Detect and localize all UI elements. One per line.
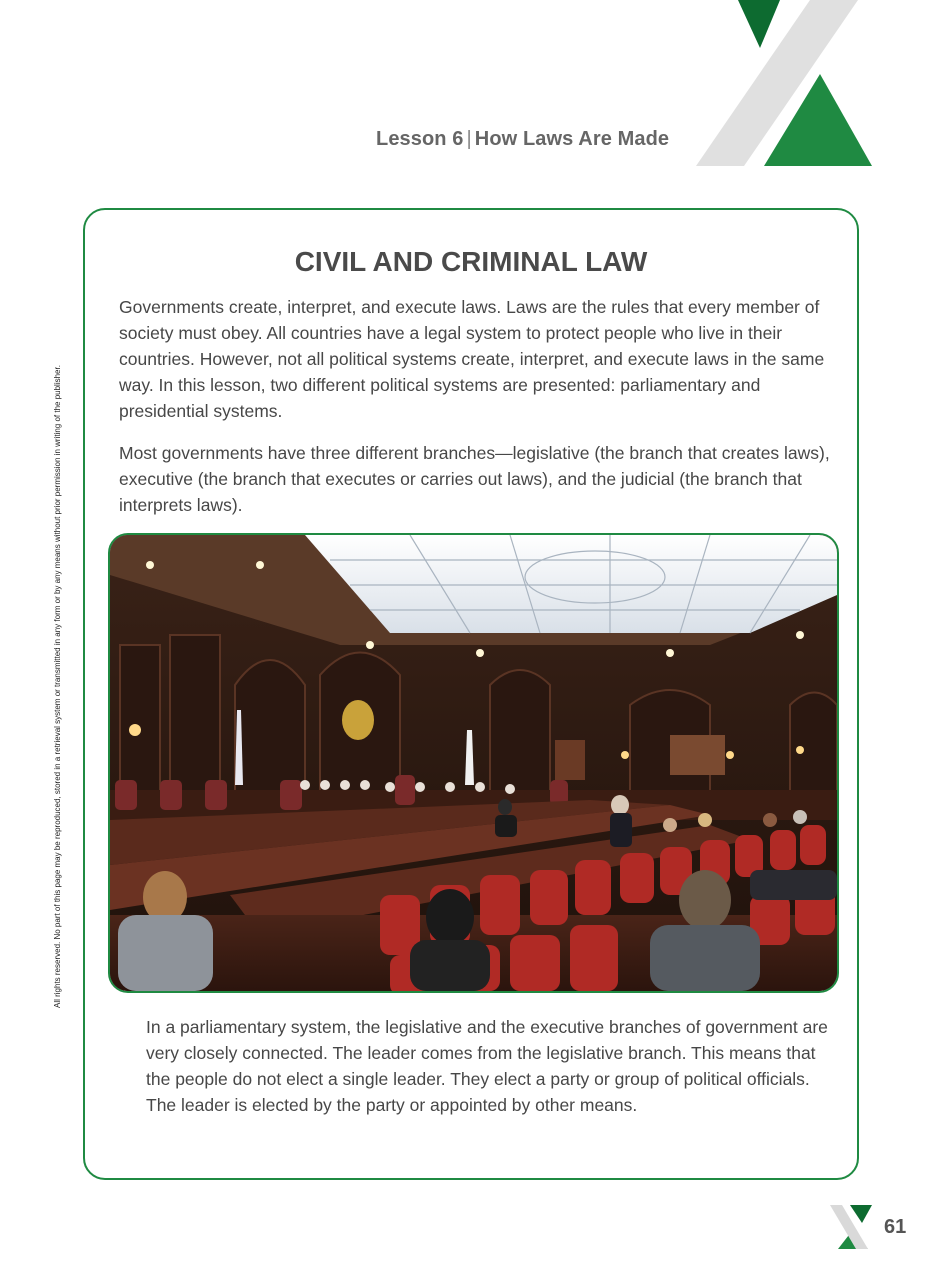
lesson-title: How Laws Are Made	[474, 128, 670, 150]
courtroom-photo	[108, 533, 839, 993]
content-card	[83, 208, 859, 1180]
corner-decoration	[690, 0, 880, 170]
lesson-number: Lesson 6	[376, 128, 464, 150]
parliamentary-paragraph: In a parliamentary system, the legislative and the executive branches of government are very closely connected. The leader comes from the legislative branch. This means that the people do not elect a single leader. They elect a party or group of political officials. The leader is elected by the party or appointed by other means.	[146, 1017, 828, 1115]
lesson-header	[376, 128, 669, 151]
header-separator: |	[466, 128, 472, 150]
copyright-notice: All rights reserved. No part of this page may be reproduced, stored in a retrieval system or transmitted in any form or by any means without prior permission in writing of the publisher.	[53, 365, 62, 1008]
page-number: 61	[884, 1216, 907, 1238]
page-mark-icon	[828, 1205, 874, 1251]
section-title: CIVIL AND CRIMINAL LAW	[294, 246, 648, 277]
courtroom-illustration	[110, 535, 837, 991]
intro-paragraph: Governments create, interpret, and execute laws. Laws are the rules that every member of society must obey. All countries have a legal system to protect people who live in their countries. However, not all political systems create, interpret, and execute laws in the same way. In this lesson, two different political systems are presented: parliamentary and presidential systems.	[119, 297, 825, 421]
branches-paragraph: Most governments have three different branches—legislative (the branch that creates laws), executive (the branch that executes or carries out laws), and the judicial (the branch that interprets laws).	[119, 443, 830, 515]
